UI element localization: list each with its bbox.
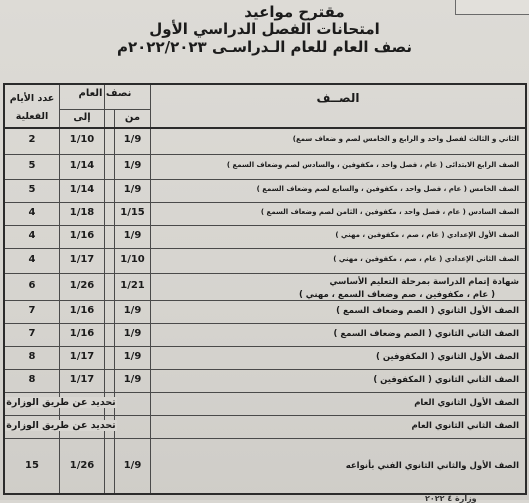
to-cell: 1/16 [69, 304, 95, 316]
grade-cell: الصف الأول الثانوي ( المكفوفين ) [375, 351, 519, 362]
grade-cell: الصف الأول الثانوي العام [414, 397, 519, 408]
row-divider [5, 225, 525, 226]
days-cell: 2 [28, 133, 36, 145]
schedule-table [3, 83, 527, 495]
to-cell: 1/26 [69, 459, 95, 471]
from-cell: 1/9 [123, 350, 142, 362]
days-cell: 7 [28, 304, 36, 316]
grade-cell-sub: ( عام ، مكفوفين ، صم وضعاف السمع ، مهني ) [298, 290, 495, 300]
footer-note: وزارة ٤ ٢٠٢٢ [425, 494, 477, 503]
doc-title-line3: نصف العام للعام الـدراسـى ٢٠٢٢/٢٠٢٣م [116, 38, 412, 56]
grade-cell: الصف الأول الثانوي ( الصم وضعاف السمع ) [336, 305, 519, 316]
days-cell: 4 [28, 253, 36, 265]
col-divider [104, 85, 105, 493]
row-divider [5, 346, 525, 347]
row-divider [5, 154, 525, 155]
row-divider [5, 392, 525, 393]
grade-cell: الصف الرابع الابتدائى ( عام ، فصل واحد ، مكفوفين ، والسادس لصم وضعاف السمع ) [226, 160, 519, 169]
days-cell: 8 [28, 350, 36, 362]
to-cell: 1/26 [69, 279, 95, 291]
row-divider [5, 369, 525, 370]
row-divider [5, 415, 525, 416]
to-cell: 1/18 [69, 206, 95, 218]
from-cell: 1/15 [120, 206, 145, 218]
days-cell: 6 [28, 279, 36, 291]
row-divider [5, 202, 525, 203]
doc-title-line2: امتحانات الفصل الدراسي الأول [149, 20, 380, 38]
days-cell: 4 [28, 229, 36, 241]
to-cell: 1/10 [69, 133, 95, 145]
grade-cell: الصف الأول والثاني الثانوي الفني بأنواعه [345, 460, 519, 471]
days-cell: 5 [28, 159, 36, 171]
from-cell: 1/10 [120, 253, 145, 265]
from-cell: 1/9 [123, 373, 142, 385]
to-cell: 1/17 [69, 350, 95, 362]
to-cell: 1/14 [69, 159, 95, 171]
row-divider [5, 438, 525, 439]
header-split [60, 109, 151, 110]
from-cell: 1/9 [123, 459, 142, 471]
from-cell: 1/9 [123, 133, 142, 145]
col-divider [150, 85, 151, 493]
to-cell: 1/16 [69, 327, 95, 339]
from-cell: 1/9 [123, 183, 142, 195]
days-cell: 7 [28, 327, 36, 339]
to-cell: 1/17 [69, 373, 95, 385]
days-cell: 8 [28, 373, 36, 385]
grade-cell: الصف الثاني الثانوي ( الصم وضعاف السمع ) [333, 328, 519, 339]
grade-cell: الصف الخامس ( عام ، فصل واحد ، مكفوفين ، والسابع لصم وضعاف السمع ) [256, 184, 519, 193]
grade-cell: الثاني و الثالث لفصل واحد و الرابع و الخامس لصم و ضعاف سمع) [292, 134, 519, 143]
days-cell: 15 [25, 459, 39, 471]
doc-title-line1: مقترح مواعيد [244, 3, 345, 21]
header-mid-year: نصف العام [78, 88, 132, 99]
row-divider [5, 300, 525, 301]
grade-cell: الصف الثاني الثانوي ( المكفوفين ) [373, 374, 519, 385]
to-cell: 1/14 [69, 183, 95, 195]
header-from: من [124, 112, 141, 123]
from-cell: 1/21 [120, 279, 145, 291]
ministry-cell: تحديد عن طريق الوزارة [6, 396, 116, 408]
grade-cell: شهادة إتمام الدراسة بمرحلة التعليم الأساسي [329, 277, 519, 287]
grade-cell: الصف السادس ( عام ، فصل واحد ، مكفوفين ، الثامن لصم وضعاف السمع ) [260, 207, 519, 216]
header-to: إلى [73, 112, 91, 123]
ministry-cell: تحديد عن طريق الوزارة [6, 419, 116, 431]
header-days: عدد الأيام الفعلية [9, 93, 55, 122]
from-cell: 1/9 [123, 327, 142, 339]
from-cell: 1/9 [123, 159, 142, 171]
from-cell: 1/9 [123, 304, 142, 316]
header-grade: الصــف [316, 91, 360, 105]
header-bottom [5, 127, 525, 129]
to-cell: 1/17 [69, 253, 95, 265]
row-divider [5, 273, 525, 274]
grade-cell: الصف الأول الإعدادي ( عام ، صم ، مكفوفين ، مهني ) [335, 230, 519, 239]
row-divider [5, 248, 525, 249]
grade-cell: الصف الثاني الثانوي العام [411, 420, 519, 431]
grade-cell: الصف الثاني الإعدادي ( عام ، صم ، مكفوفين ، مهني ) [333, 254, 519, 263]
days-cell: 4 [28, 206, 36, 218]
row-divider [5, 323, 525, 324]
row-divider [5, 179, 525, 180]
days-cell: 5 [28, 183, 36, 195]
to-cell: 1/16 [69, 229, 95, 241]
from-cell: 1/9 [123, 229, 142, 241]
